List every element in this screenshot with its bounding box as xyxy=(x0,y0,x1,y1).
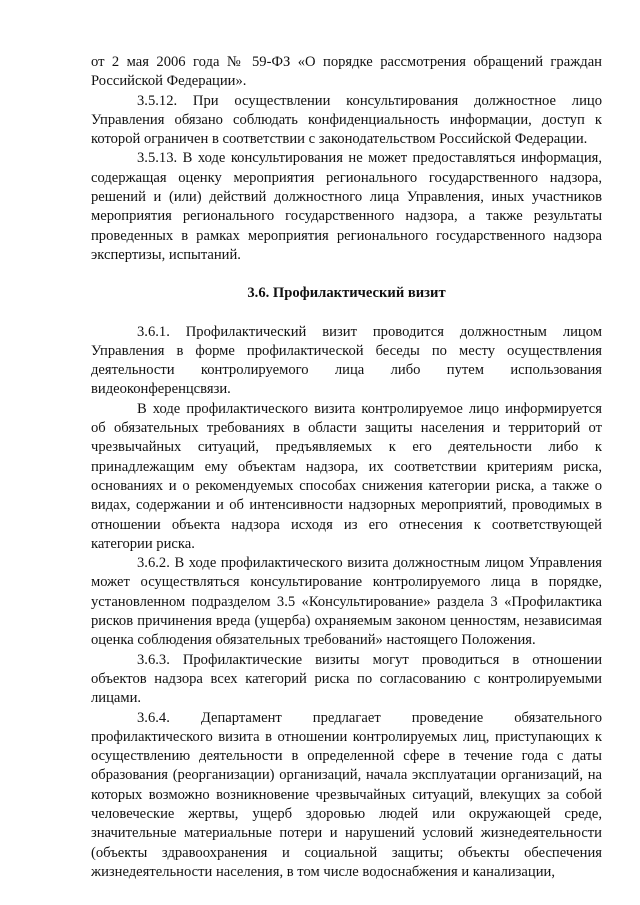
paragraph-visit-information: В ходе профилактического визита контролируемое лицо информируется об обязательных требованиях в области защиты населения и территорий от чрезвычайных ситуаций, предъявляемых к его деятельности либо к принадлежащим ему объектам надзора, их соответствии критериям риска, основаниях и о рекомендуемых способах снижения категории риска, а также о видах, содержании и об интенсивности надзорных мероприятий, проводимых в отношении объекта надзора исходя из его отнесения к соответствующей категории риска. xyxy=(91,400,602,552)
paragraph-3-6-1: 3.6.1. Профилактический визит проводится должностным лицом Управления в форме профилактической беседы по месту осуществления деятельности контролируемого лица либо путем использования видеоконференцсвязи. xyxy=(91,323,602,398)
section-heading-3-6: 3.6. Профилактический визит xyxy=(247,285,446,302)
paragraph-3-5-13: 3.5.13. В ходе консультирования не может предоставляться информация, содержащая оценку мероприятия регионального государственного надзора, решений и (или) действий должностного лица Управления, иных участников мероприятия регионального государственного надзора, а также результаты проведенных в рамках мероприятия регионального государственного надзора экспертизы, испытаний. xyxy=(91,150,602,263)
paragraph-3-5-12: 3.5.12. При осуществлении консультирования должностное лицо Управления обязано соблюдать конфиденциальность информации, доступ к которой ограничен в соответствии с законодательством Российской Федерации. xyxy=(91,92,602,148)
paragraph-3-6-4: 3.6.4. Департамент предлагает проведение обязательного профилактического визита в отношении контролируемых лиц, приступающих к осуществлению деятельности в определенной сфере в течение года с даты образования (реорганизации) организаций, начала эксплуатации организаций, на которых возможно возникновение чрезвычайных ситуаций, влекущих за собой человеческие жертвы, ущерб здоровью людей или окружающей среде, значительные материальные потери и нарушений условий жизнедеятельности (объекты здравоохранения и социальной защиты; объекты обеспечения жизнедеятельности населения, в том числе водоснабжения и канализации, xyxy=(91,709,602,880)
paragraph-3-6-3: 3.6.3. Профилактические визиты могут проводиться в отношении объектов надзора всех категорий риска по согласованию с контролируемыми лицами. xyxy=(91,651,602,707)
paragraph-3-6-2: 3.6.2. В ходе профилактического визита должностным лицом Управления может осуществляться консультирование контролируемого лица в порядке, установленном подразделом 3.5 «Консультирование» раздела 3 «Профилактика рисков причинения вреда (ущерба) охраняемым законом ценностям, независимая оценка соблюдения обязательных требований» настоящего Положения. xyxy=(91,555,602,649)
document-body xyxy=(91,53,602,882)
paragraph-continuation: от 2 мая 2006 года № 59-ФЗ «О порядке рассмотрения обращений граждан Российской Федерации». xyxy=(91,54,602,90)
